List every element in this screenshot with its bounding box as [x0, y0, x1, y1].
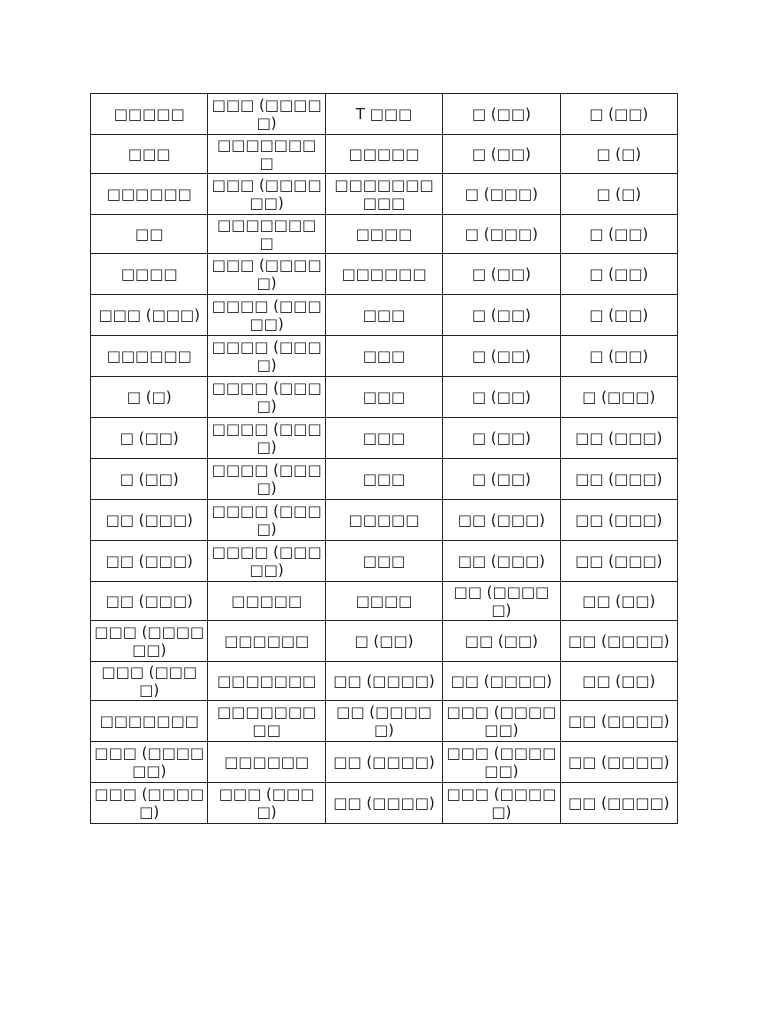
table-cell: □□□ (□□□□□□)	[443, 701, 560, 742]
table-cell: □ (□)	[560, 174, 677, 215]
table-row	[91, 94, 678, 135]
table-cell: □□□□□□	[208, 742, 325, 783]
table-cell: □□ (□□□□)	[560, 701, 677, 742]
table-cell: □ (□□)	[443, 94, 560, 135]
table-cell: □□ (□□)	[560, 582, 677, 621]
table-cell: □□ (□□□)	[91, 500, 208, 541]
table-cell: □□ (□□□)	[443, 500, 560, 541]
table-row	[91, 254, 678, 295]
table-cell: □□□	[325, 377, 442, 418]
table-cell: □ (□□)	[443, 135, 560, 174]
table-cell: □□□□ (□□□□)	[208, 377, 325, 418]
table-cell: □□□□ (□□□□□)	[208, 295, 325, 336]
table-cell: □□ (□□□□)	[325, 742, 442, 783]
table-cell: □□□□□□□□	[208, 135, 325, 174]
table-cell: □□□□□	[325, 135, 442, 174]
table-row	[91, 783, 678, 824]
table-cell: □ (□□□)	[560, 377, 677, 418]
table-cell: □□ (□□□□)	[560, 621, 677, 662]
table-cell: □□□ (□□□□□)	[91, 783, 208, 824]
table-cell: □□□□□□□□	[208, 215, 325, 254]
table-cell: □□ (□□□□)	[443, 662, 560, 701]
table-row	[91, 662, 678, 701]
table-cell: □□□ (□□□□)	[91, 662, 208, 701]
table-row	[91, 621, 678, 662]
table-cell: □□□ (□□□□)	[208, 783, 325, 824]
table-cell: □□ (□□□)	[91, 582, 208, 621]
table-cell: □□□□□□	[91, 336, 208, 377]
table-cell: □□□□□	[325, 500, 442, 541]
table-cell: □□□□	[325, 582, 442, 621]
table-cell: □ (□□)	[443, 377, 560, 418]
table-row	[91, 377, 678, 418]
table-cell: □□ (□□□□)	[560, 742, 677, 783]
table-row	[91, 742, 678, 783]
table-cell: □□□ (□□□□□)	[443, 783, 560, 824]
table-cell: □□ (□□□)	[560, 541, 677, 582]
table-cell: □□□□□□□	[208, 662, 325, 701]
table-row	[91, 215, 678, 254]
table-row	[91, 295, 678, 336]
table-cell: □ (□□)	[443, 295, 560, 336]
table-cell: □ (□)	[560, 135, 677, 174]
table-cell: □□□□ (□□□□□)	[208, 541, 325, 582]
table-cell: □ (□□)	[91, 418, 208, 459]
table-cell: □□□□ (□□□□)	[208, 418, 325, 459]
table-cell: □□ (□□□)	[443, 541, 560, 582]
table-cell: □□□□ (□□□□)	[208, 459, 325, 500]
table-row	[91, 701, 678, 742]
table-cell: □ (□□)	[443, 418, 560, 459]
table-cell: □□□□□□	[91, 174, 208, 215]
table-cell: □□□□□□□	[91, 701, 208, 742]
table-cell: □□ (□□□)	[91, 541, 208, 582]
table-cell: □ (□□)	[443, 254, 560, 295]
table-row	[91, 135, 678, 174]
table-cell: □□□□□□	[208, 621, 325, 662]
data-table	[90, 93, 678, 824]
table-cell: □□□	[325, 541, 442, 582]
table-cell: □□□ (□□□□□)	[208, 94, 325, 135]
table-row	[91, 336, 678, 377]
table-cell: □ (□□)	[443, 336, 560, 377]
table-cell: □□□□□□□□□	[208, 701, 325, 742]
table-cell: □□□□□□□□□□	[325, 174, 442, 215]
table-cell: T □□□	[325, 94, 442, 135]
table-row	[91, 174, 678, 215]
table-cell: □□□ (□□□□□□)	[443, 742, 560, 783]
table-cell: □□□□ (□□□□)	[208, 500, 325, 541]
table-cell: □ (□□)	[560, 94, 677, 135]
table-cell: □□ (□□□)	[560, 418, 677, 459]
table-cell: □□ (□□□□□)	[443, 582, 560, 621]
table-cell: □ (□□)	[443, 459, 560, 500]
table-cell: □ (□□)	[560, 215, 677, 254]
table-cell: □ (□□)	[560, 295, 677, 336]
table-cell: □ (□□□)	[443, 174, 560, 215]
table-cell: □ (□□)	[91, 459, 208, 500]
table-cell: □□□	[325, 336, 442, 377]
table-cell: □ (□□)	[560, 336, 677, 377]
table-cell: □□ (□□□)	[560, 459, 677, 500]
table-cell: □ (□□)	[325, 621, 442, 662]
table-cell: □ (□□)	[560, 254, 677, 295]
table-cell: □□□ (□□□)	[91, 295, 208, 336]
table-cell: □□□□□	[91, 94, 208, 135]
table-row	[91, 418, 678, 459]
table-cell: □□□ (□□□□□□)	[91, 621, 208, 662]
table-cell: □□□	[325, 418, 442, 459]
table-row	[91, 582, 678, 621]
table-row	[91, 500, 678, 541]
table-cell: □□□□□□	[325, 254, 442, 295]
table-cell: □□□□□	[208, 582, 325, 621]
table-cell: □□□□	[325, 215, 442, 254]
table-cell: □□ (□□)	[560, 662, 677, 701]
table-cell: □□ (□□□□)	[325, 783, 442, 824]
table-cell: □□□□ (□□□□)	[208, 336, 325, 377]
table-cell: □□□ (□□□□□□)	[91, 742, 208, 783]
table-cell: □□□	[325, 459, 442, 500]
table-cell: □□	[91, 215, 208, 254]
table-cell: □ (□)	[91, 377, 208, 418]
table-cell: □□□	[325, 295, 442, 336]
table-cell: □□□	[91, 135, 208, 174]
table-cell: □□□ (□□□□□)	[208, 254, 325, 295]
table-cell: □□ (□□□□□)	[325, 701, 442, 742]
table-row	[91, 541, 678, 582]
table-cell: □ (□□□)	[443, 215, 560, 254]
table-cell: □□ (□□□)	[560, 500, 677, 541]
table-cell: □□□□	[91, 254, 208, 295]
table-cell: □□ (□□□□)	[325, 662, 442, 701]
table-cell: □□ (□□□□)	[560, 783, 677, 824]
table-cell: □□ (□□)	[443, 621, 560, 662]
table-cell: □□□ (□□□□□□)	[208, 174, 325, 215]
table-row	[91, 459, 678, 500]
